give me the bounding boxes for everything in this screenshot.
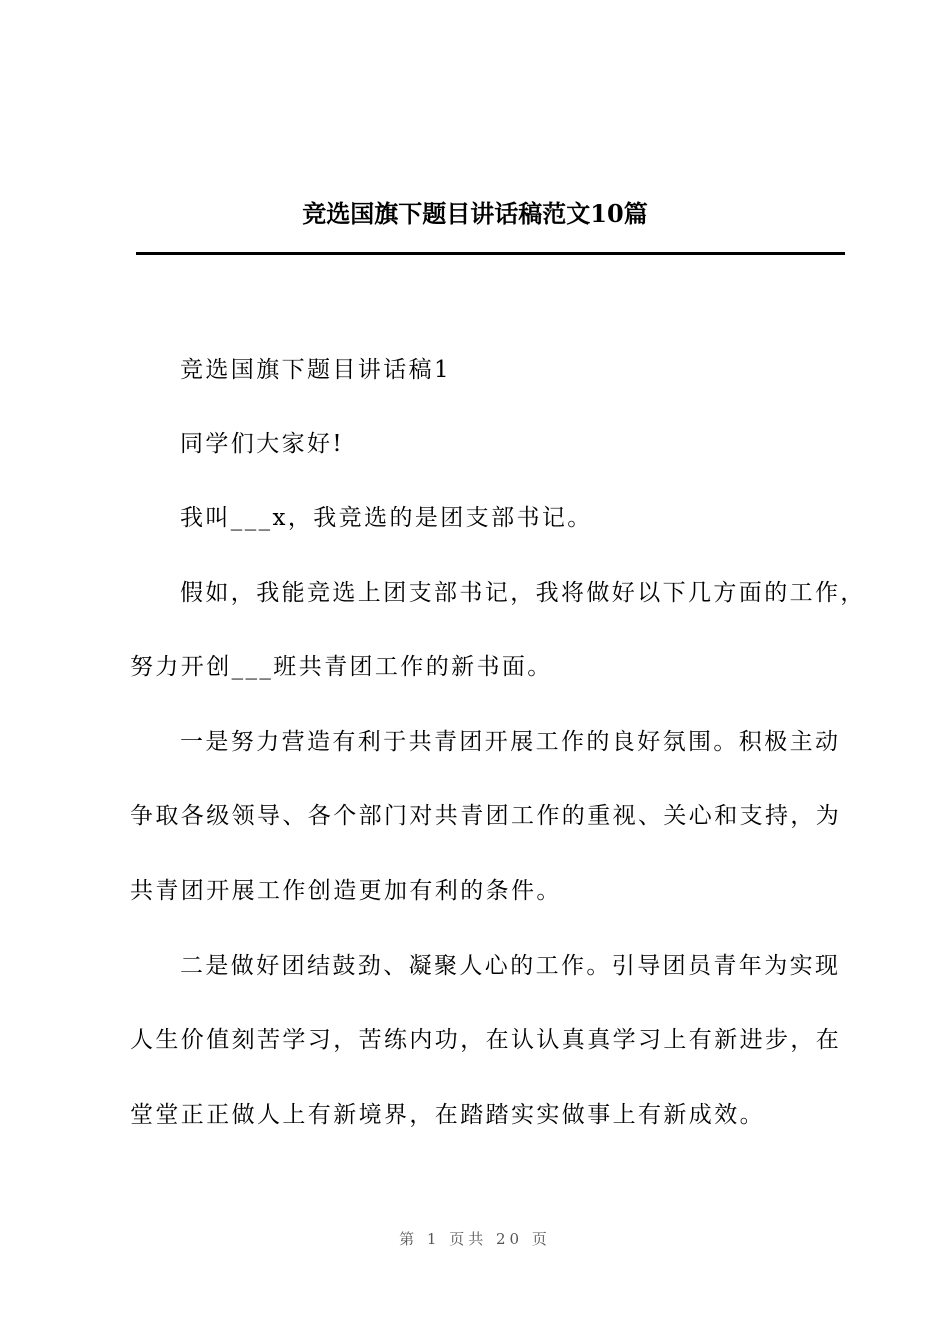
paragraph-line: 努力开创___班共青团工作的新书面。 [130,654,553,680]
paragraph-line: 人生价值刻苦学习，苦练内功，在认认真真学习上有新进步，在 [130,1027,842,1053]
paragraph-line: 同学们大家好! [180,431,345,457]
document-title: 竞选国旗下题目讲话稿范文10篇 [302,199,648,228]
paragraph-line: 二是做好团结鼓劲、凝聚人心的工作。引导团员青年为实现 [180,953,841,979]
paragraph-line: 共青团开展工作创造更加有利的条件。 [130,878,562,904]
section-heading: 竞选国旗下题目讲话稿1 [180,357,452,383]
paragraph-line: 一是努力营造有利于共青团开展工作的良好氛围。积极主动 [180,729,841,755]
page-number: 第 1 页共 20 页 [399,1230,551,1248]
paragraph-line: 争取各级领导、各个部门对共青团工作的重视、关心和支持，为 [130,803,842,829]
paragraph-line: 我叫___x，我竞选的是团支部书记。 [180,505,593,531]
title-divider [136,252,845,255]
paragraph-line: 假如，我能竞选上团支部书记，我将做好以下几方面的工作， [180,580,866,606]
paragraph-line: 堂堂正正做人上有新境界，在踏踏实实做事上有新成效。 [130,1102,765,1128]
